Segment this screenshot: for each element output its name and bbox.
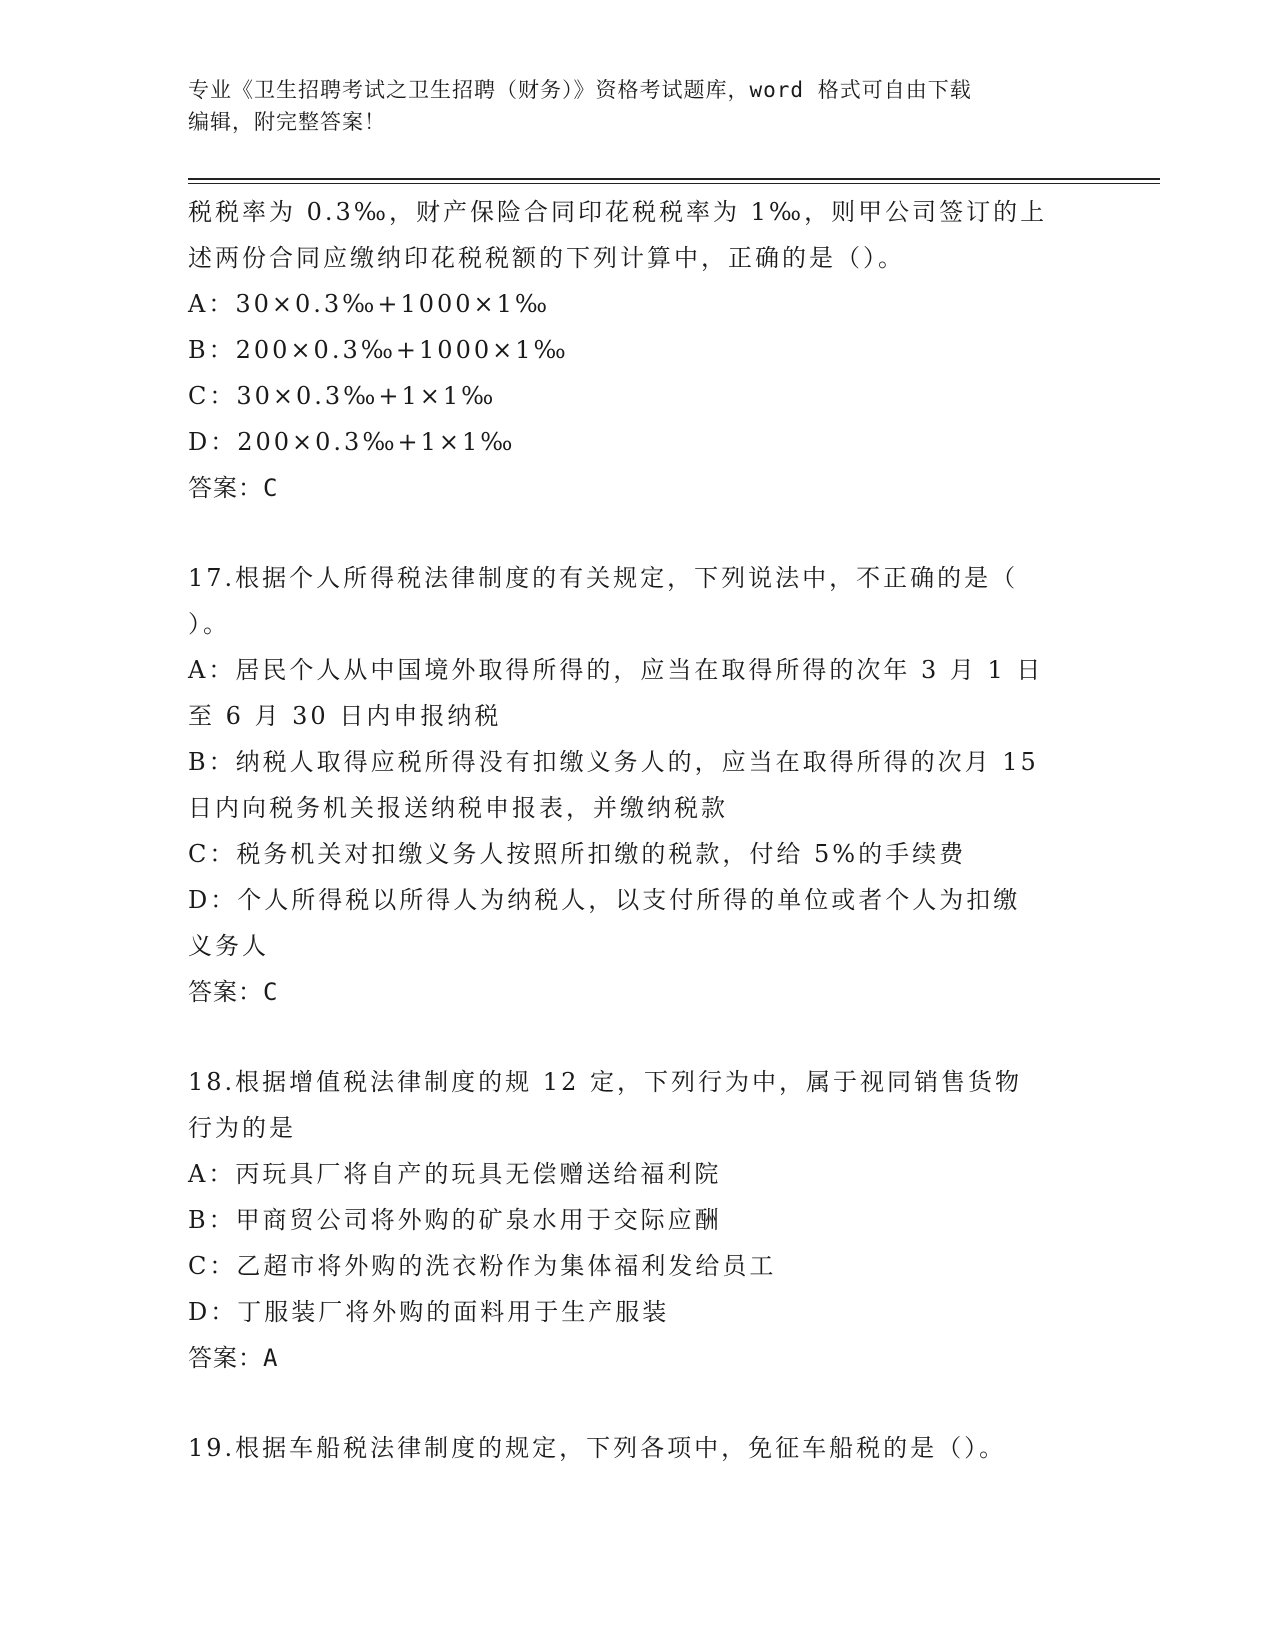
- option-d: D：200×0.3‰+1×1‰: [188, 428, 516, 456]
- spacer: [188, 1381, 1088, 1425]
- option-b: B：200×0.3‰+1000×1‰: [188, 336, 569, 364]
- question-text: 行为的是: [188, 1114, 296, 1142]
- answer: 答案：A: [188, 1344, 279, 1372]
- question-16-continuation: [188, 189, 1088, 511]
- option-d: D：个人所得税以所得人为纳税人，以支付所得的单位或者个人为扣缴: [188, 886, 1021, 914]
- header-divider-thick: [188, 178, 1160, 180]
- header-divider-thin: [188, 183, 1160, 184]
- question-text: ）。: [188, 610, 230, 638]
- question-17: [188, 555, 1088, 1015]
- question-text: 19.根据车船税法律制度的规定，下列各项中，免征车船税的是（）。: [188, 1434, 1007, 1462]
- answer: 答案：C: [188, 474, 279, 502]
- option-c: C：30×0.3‰+1×1‰: [188, 382, 497, 410]
- question-18: [188, 1059, 1088, 1381]
- option-b: B：甲商贸公司将外购的矿泉水用于交际应酬: [188, 1206, 722, 1234]
- option-a: A：丙玩具厂将自产的玩具无偿赠送给福利院: [188, 1160, 722, 1188]
- option-d-continued: 义务人: [188, 932, 269, 960]
- option-b-continued: 日内向税务机关报送纳税申报表，并缴纳税款: [188, 794, 728, 822]
- option-a: A：30×0.3‰+1000×1‰: [188, 290, 551, 318]
- document-header: [188, 74, 1088, 138]
- spacer: [188, 511, 1088, 555]
- question-19: [188, 1425, 1088, 1471]
- option-a-continued: 至 6 月 30 日内申报纳税: [188, 702, 502, 730]
- document-body: [188, 189, 1088, 1471]
- question-text: 述两份合同应缴纳印花税税额的下列计算中，正确的是（）。: [188, 244, 905, 272]
- header-line-2: 编辑，附完整答案！: [188, 110, 386, 134]
- question-text: 税税率为 0.3‰，财产保险合同印花税税率为 1‰，则甲公司签订的上: [188, 198, 1048, 226]
- answer: 答案：C: [188, 978, 279, 1006]
- question-text: 18.根据增值税法律制度的规 12 定，下列行为中，属于视同销售货物: [188, 1068, 1022, 1096]
- header-line-1: 专业《卫生招聘考试之卫生招聘（财务）》资格考试题库，word 格式可自由下载: [188, 78, 972, 102]
- option-d: D：丁服装厂将外购的面料用于生产服装: [188, 1298, 670, 1326]
- option-b: B：纳税人取得应税所得没有扣缴义务人的，应当在取得所得的次月 15: [188, 748, 1039, 776]
- spacer: [188, 1015, 1088, 1059]
- option-c: C：乙超市将外购的洗衣粉作为集体福利发给员工: [188, 1252, 777, 1280]
- option-a: A：居民个人从中国境外取得所得的，应当在取得所得的次年 3 月 1 日: [188, 656, 1044, 684]
- question-text: 17.根据个人所得税法律制度的有关规定，下列说法中，不正确的是（: [188, 564, 1019, 592]
- option-c: C：税务机关对扣缴义务人按照所扣缴的税款，付给 5%的手续费: [188, 840, 967, 868]
